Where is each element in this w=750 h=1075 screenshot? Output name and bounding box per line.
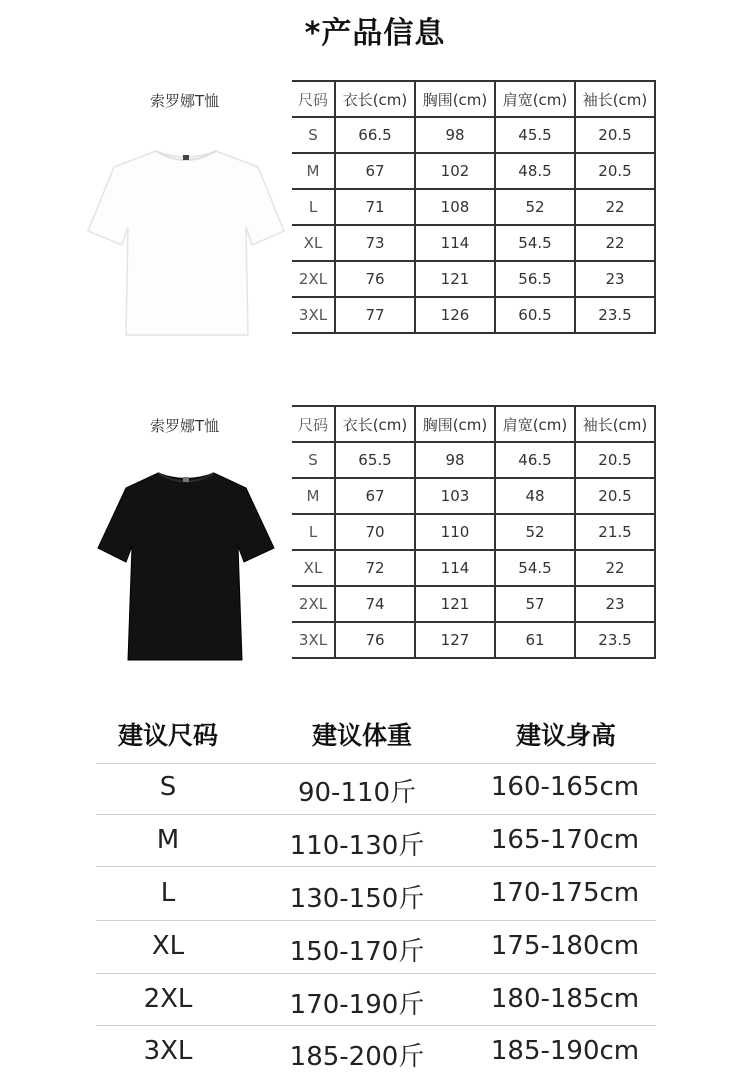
recommend-size: 3XL	[143, 1036, 193, 1066]
value-cell: 20.5	[575, 117, 655, 153]
header-cell: 衣长(cm)	[335, 406, 415, 442]
size-cell: S	[292, 442, 335, 478]
recommend-height: 165-170cm	[490, 825, 640, 855]
table-row	[292, 297, 655, 333]
value-cell: 48	[495, 478, 575, 514]
value-cell: 20.5	[575, 442, 655, 478]
table-row	[292, 117, 655, 153]
recommend-height: 180-185cm	[490, 984, 640, 1014]
value-cell: 23.5	[575, 622, 655, 658]
table-row	[292, 442, 655, 478]
white-tshirt-image	[86, 145, 286, 337]
product-name: 索罗娜T恤	[150, 417, 220, 435]
value-cell: 67	[335, 478, 415, 514]
recommend-header-height: 建议身高	[515, 721, 616, 750]
value-cell: 23.5	[575, 297, 655, 333]
value-cell: 127	[415, 622, 495, 658]
recommend-weight: 170-190斤	[289, 990, 425, 1020]
value-cell: 61	[495, 622, 575, 658]
value-cell: 98	[415, 442, 495, 478]
value-cell: 65.5	[335, 442, 415, 478]
recommend-weight: 150-170斤	[289, 937, 425, 967]
recommend-height: 160-165cm	[490, 772, 640, 802]
header-cell: 尺码	[292, 406, 335, 442]
value-cell: 70	[335, 514, 415, 550]
size-cell: L	[292, 189, 335, 225]
value-cell: 22	[575, 550, 655, 586]
page-title: *产品信息	[304, 16, 446, 51]
divider	[96, 866, 656, 867]
recommend-header-size: 建议尺码	[117, 721, 218, 750]
size-table-black	[292, 405, 656, 659]
table-row	[292, 550, 655, 586]
recommend-weight: 90-110斤	[297, 778, 417, 808]
value-cell: 72	[335, 550, 415, 586]
value-cell: 54.5	[495, 550, 575, 586]
value-cell: 74	[335, 586, 415, 622]
product-name: 索罗娜T恤	[150, 92, 220, 110]
value-cell: 73	[335, 225, 415, 261]
value-cell: 98	[415, 117, 495, 153]
value-cell: 114	[415, 225, 495, 261]
header-cell: 衣长(cm)	[335, 81, 415, 117]
divider	[96, 1025, 656, 1026]
table-row	[292, 261, 655, 297]
value-cell: 102	[415, 153, 495, 189]
recommend-height: 170-175cm	[490, 878, 640, 908]
divider	[96, 920, 656, 921]
value-cell: 66.5	[335, 117, 415, 153]
value-cell: 126	[415, 297, 495, 333]
header-cell: 袖长(cm)	[575, 81, 655, 117]
table-row	[292, 622, 655, 658]
value-cell: 57	[495, 586, 575, 622]
header-cell: 胸围(cm)	[415, 81, 495, 117]
header-cell: 胸围(cm)	[415, 406, 495, 442]
value-cell: 77	[335, 297, 415, 333]
table-row	[292, 586, 655, 622]
header-cell: 袖长(cm)	[575, 406, 655, 442]
value-cell: 21.5	[575, 514, 655, 550]
size-cell: L	[292, 514, 335, 550]
size-cell: S	[292, 117, 335, 153]
value-cell: 45.5	[495, 117, 575, 153]
recommend-weight: 130-150斤	[289, 884, 425, 914]
table-row	[292, 225, 655, 261]
size-cell: 3XL	[292, 297, 335, 333]
value-cell: 110	[415, 514, 495, 550]
header-cell: 肩宽(cm)	[495, 81, 575, 117]
value-cell: 23	[575, 586, 655, 622]
recommend-size: M	[156, 825, 180, 855]
value-cell: 114	[415, 550, 495, 586]
recommend-header-weight: 建议体重	[311, 721, 412, 750]
value-cell: 71	[335, 189, 415, 225]
size-cell: 3XL	[292, 622, 335, 658]
size-cell: XL	[292, 550, 335, 586]
header-cell: 尺码	[292, 81, 335, 117]
black-tshirt-image	[96, 468, 276, 663]
recommend-size: 2XL	[143, 984, 193, 1014]
value-cell: 48.5	[495, 153, 575, 189]
recommend-size: S	[159, 772, 177, 802]
value-cell: 60.5	[495, 297, 575, 333]
recommend-weight: 185-200斤	[289, 1042, 425, 1072]
value-cell: 46.5	[495, 442, 575, 478]
value-cell: 76	[335, 261, 415, 297]
size-cell: 2XL	[292, 261, 335, 297]
value-cell: 56.5	[495, 261, 575, 297]
value-cell: 103	[415, 478, 495, 514]
value-cell: 22	[575, 225, 655, 261]
table-header-row	[292, 406, 655, 442]
value-cell: 52	[495, 189, 575, 225]
table-header-row	[292, 81, 655, 117]
value-cell: 76	[335, 622, 415, 658]
header-cell: 肩宽(cm)	[495, 406, 575, 442]
size-cell: M	[292, 478, 335, 514]
value-cell: 121	[415, 261, 495, 297]
table-row	[292, 153, 655, 189]
size-cell: M	[292, 153, 335, 189]
value-cell: 20.5	[575, 478, 655, 514]
recommend-height: 185-190cm	[490, 1036, 640, 1066]
divider	[96, 763, 656, 764]
value-cell: 52	[495, 514, 575, 550]
value-cell: 23	[575, 261, 655, 297]
size-cell: 2XL	[292, 586, 335, 622]
value-cell: 121	[415, 586, 495, 622]
divider	[96, 814, 656, 815]
recommend-weight: 110-130斤	[289, 831, 425, 861]
value-cell: 22	[575, 189, 655, 225]
value-cell: 67	[335, 153, 415, 189]
size-cell: XL	[292, 225, 335, 261]
recommend-height: 175-180cm	[490, 931, 640, 961]
value-cell: 20.5	[575, 153, 655, 189]
value-cell: 108	[415, 189, 495, 225]
value-cell: 54.5	[495, 225, 575, 261]
recommend-size: XL	[151, 931, 185, 961]
table-row	[292, 189, 655, 225]
recommend-size: L	[160, 878, 176, 908]
size-table-white	[292, 80, 656, 334]
table-row	[292, 514, 655, 550]
divider	[96, 973, 656, 974]
table-row	[292, 478, 655, 514]
